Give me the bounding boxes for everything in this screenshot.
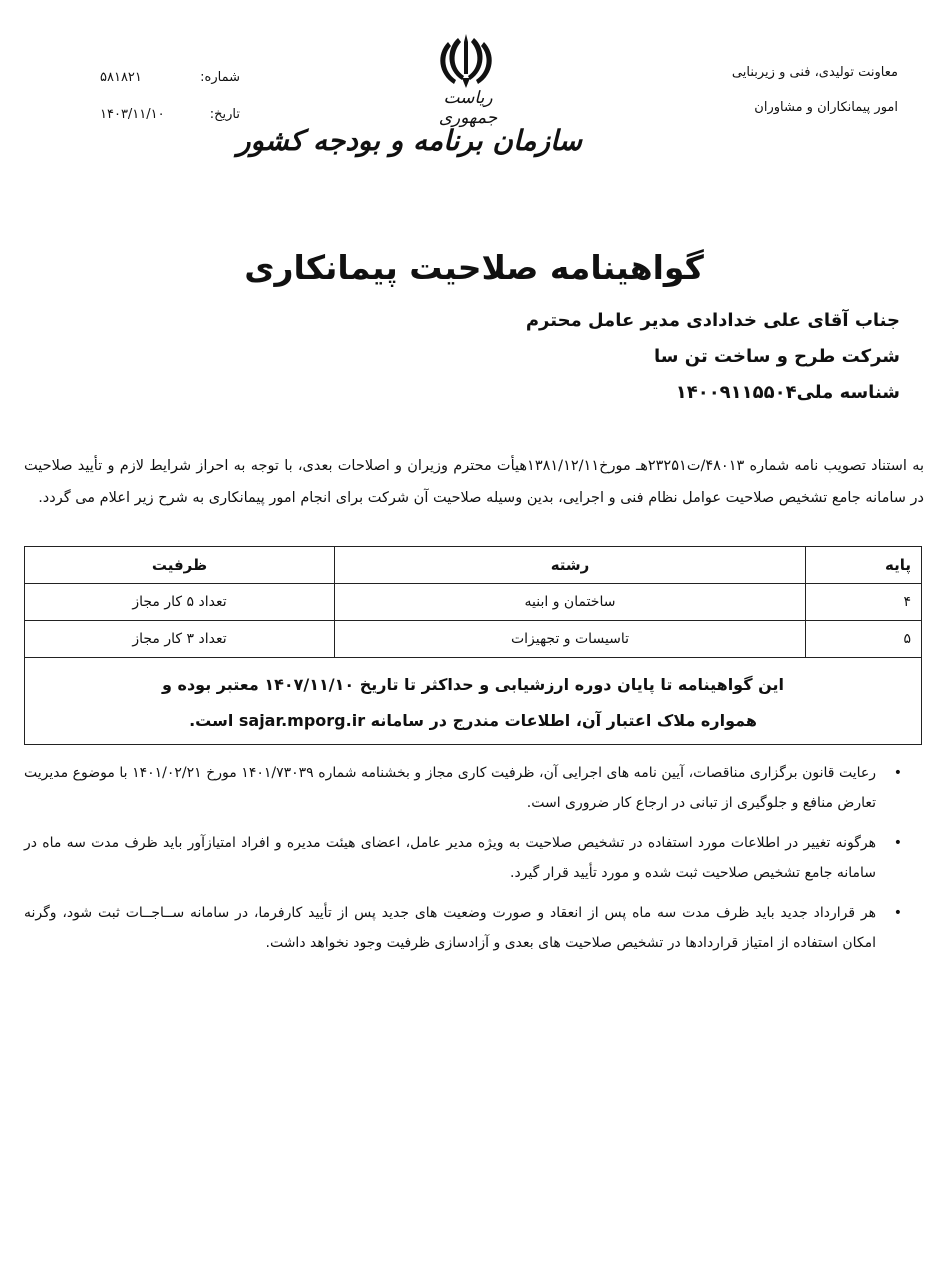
document-title: گواهینامه صلاحیت پیمانکاری	[244, 248, 704, 287]
organization-name: سازمان برنامه و بودجه کشور	[236, 124, 582, 157]
grade-cell: ۵	[806, 621, 922, 658]
validity-note-row	[25, 658, 922, 745]
grade-cell: ۴	[806, 584, 922, 621]
iran-emblem-icon	[434, 30, 498, 90]
date-row	[100, 107, 240, 122]
conditions-list	[24, 758, 924, 968]
capacity-cell: تعداد ۵ کار مجاز	[25, 584, 335, 621]
addressee-name: جناب آقای علی خدادادی مدیر عامل محترم	[525, 310, 900, 331]
field-cell: تاسیسات و تجهیزات	[335, 621, 806, 658]
validity-note-line-2: همواره ملاک اعتبار آن، اطلاعات مندرج در سامانه sajar.mporg.ir است.	[189, 711, 757, 730]
list-item	[24, 828, 924, 888]
department-line-1: معاونت تولیدی، فنی و زیربنایی	[731, 65, 898, 80]
field-cell: ساختمان و ابنیه	[335, 584, 806, 621]
number-value: ۵۸۱۸۲۱	[100, 70, 142, 85]
bullet-dot-icon: •	[893, 835, 902, 851]
table-header-row	[25, 547, 922, 584]
department-block	[732, 66, 898, 136]
national-id: شناسه ملی۱۴۰۰۹۱۱۵۵۰۴	[675, 382, 900, 403]
condition-text: رعایت قانون برگزاری مناقصات، آیین نامه های اجرایی آن، ظرفیت کاری مجاز و بخشنامه شماره ۱۴۰۱/۷۳۰۳۹ مورخ ۱۴۰۱/۰۲/۲۱ با موضوع مدیریت تعارض منافع و جلوگیری از تبانی در ارجاع کار ضروری است.	[24, 765, 876, 811]
reference-block	[100, 70, 240, 144]
bullet-dot-icon: •	[893, 765, 902, 781]
date-label: تاریخ:	[209, 107, 240, 122]
date-value: ۱۴۰۳/۱۱/۱۰	[100, 107, 165, 122]
validity-note	[25, 658, 922, 745]
number-row	[100, 70, 240, 85]
number-label: شماره:	[200, 70, 240, 85]
condition-text: هرگونه تغییر در اطلاعات مورد استفاده در تشخیص صلاحیت به ویژه مدیر عامل، اعضای هیئت مدیره و افراد امتیازآور باید ظرف مدت سه ماه در سامانه جامع تشخیص صلاحیت ثبت شده و مورد تأیید قرار گیرد.	[24, 835, 876, 881]
header-grade: پایه	[806, 547, 922, 584]
list-item	[24, 898, 924, 958]
table-row	[25, 621, 922, 658]
capacity-cell: تعداد ۳ کار مجاز	[25, 621, 335, 658]
company-name: شرکت طرح و ساخت تن سا	[654, 346, 900, 367]
validity-note-line-1: این گواهینامه تا پایان دوره ارزشیابی و حداکثر تا تاریخ ۱۴۰۷/۱۱/۱۰ معتبر بوده و	[162, 675, 784, 694]
department-line-2: امور پیمانکاران و مشاوران	[754, 100, 898, 115]
header-field: رشته	[335, 547, 806, 584]
intro-paragraph: به استناد تصویب نامه شماره ۴۸۰۱۳/ت۲۳۲۵۱هـ مورخ۱۳۸۱/۱۲/۱۱هیأت محترم وزیران و اصلاحات بعدی، با توجه به احراز شرایط لازم و تأیید صلاحیت در سامانه جامع تشخیص صلاحیت عوامل نظام فنی و اجرایی، بدین وسیله صلاحیت آن شرکت برای انجام امور پیمانکاری به شرح زیر اعلام می گردد.	[24, 458, 925, 506]
list-item	[24, 758, 924, 818]
qualification-table	[24, 546, 922, 745]
bullet-dot-icon: •	[893, 905, 902, 921]
presidency-text: ریاست جمهوری	[438, 88, 498, 128]
table-row	[25, 584, 922, 621]
condition-text: هر قرارداد جدید باید ظرف مدت سه ماه پس از انعقاد و صورت وضعیت های جدید پس از تأیید کارفرما، در سامانه ســاجــات ثبت شود، وگرنه امکان استفاده از امتیاز قراردادها در تشخیص صلاحیت های بعدی و آزادسازی ظرفیت وجود نخواهد داشت.	[24, 905, 876, 951]
header-capacity: ظرفیت	[25, 547, 335, 584]
